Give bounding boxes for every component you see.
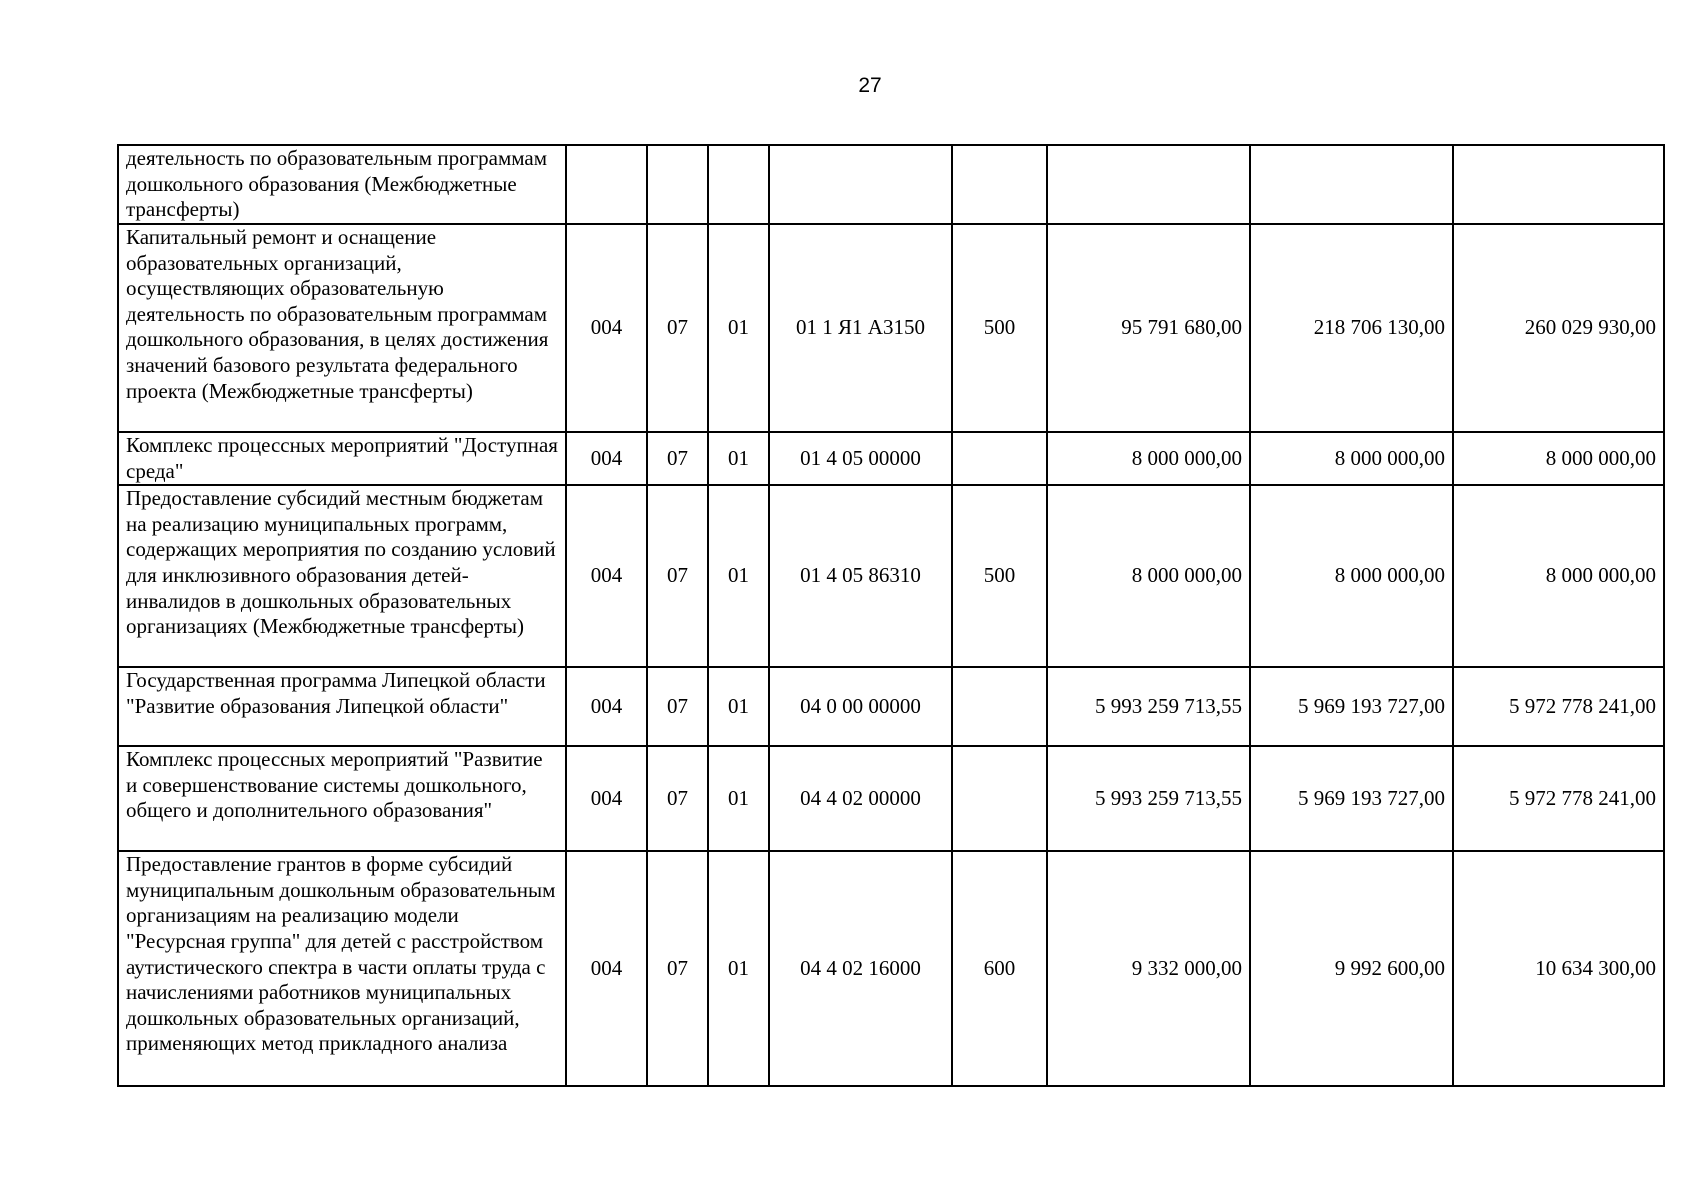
- section-code: 07: [647, 485, 708, 667]
- budget-table: [117, 144, 1665, 1087]
- ministry-code: 004: [566, 746, 647, 851]
- amount-year-2: 8 000 000,00: [1250, 432, 1453, 485]
- page-number: 27: [858, 74, 882, 97]
- amount-year-1: 95 791 680,00: [1047, 224, 1250, 432]
- table-row: [118, 432, 1664, 485]
- row-name: Комплекс процессных мероприятий "Развитие и совершенствование системы дошкольного, общего и дополнительного образования": [118, 746, 566, 851]
- amount-year-1: 5 993 259 713,55: [1047, 746, 1250, 851]
- section-code: [647, 145, 708, 224]
- expense-type-code: [952, 667, 1047, 746]
- amount-year-3: [1453, 145, 1664, 224]
- table-row: [118, 224, 1664, 432]
- target-article-code: 01 4 05 86310: [769, 485, 952, 667]
- row-name: Капитальный ремонт и оснащение образовательных организаций, осуществляющих образовательную деятельность по образовательным программам дошкольного образования, в целях достижения значений базового результата федерального проекта (Межбюджетные трансферты): [118, 224, 566, 432]
- amount-year-1: 5 993 259 713,55: [1047, 667, 1250, 746]
- target-article-code: 01 1 Я1 А3150: [769, 224, 952, 432]
- target-article-code: 04 4 02 16000: [769, 851, 952, 1086]
- target-article-code: 04 4 02 00000: [769, 746, 952, 851]
- table-row: [118, 145, 1664, 224]
- ministry-code: 004: [566, 224, 647, 432]
- subsection-code: 01: [708, 224, 769, 432]
- ministry-code: 004: [566, 851, 647, 1086]
- subsection-code: [708, 145, 769, 224]
- expense-type-code: [952, 145, 1047, 224]
- table-row: [118, 667, 1664, 746]
- ministry-code: 004: [566, 485, 647, 667]
- subsection-code: 01: [708, 667, 769, 746]
- section-code: 07: [647, 851, 708, 1086]
- expense-type-code: [952, 432, 1047, 485]
- row-name: Комплекс процессных мероприятий "Доступная среда": [118, 432, 566, 485]
- amount-year-2: 9 992 600,00: [1250, 851, 1453, 1086]
- expense-type-code: 500: [952, 224, 1047, 432]
- amount-year-3: 5 972 778 241,00: [1453, 746, 1664, 851]
- expense-type-code: 600: [952, 851, 1047, 1086]
- expense-type-code: 500: [952, 485, 1047, 667]
- section-code: 07: [647, 432, 708, 485]
- subsection-code: 01: [708, 746, 769, 851]
- ministry-code: 004: [566, 667, 647, 746]
- target-article-code: 01 4 05 00000: [769, 432, 952, 485]
- subsection-code: 01: [708, 432, 769, 485]
- target-article-code: [769, 145, 952, 224]
- amount-year-1: 8 000 000,00: [1047, 432, 1250, 485]
- amount-year-2: 8 000 000,00: [1250, 485, 1453, 667]
- amount-year-3: 8 000 000,00: [1453, 432, 1664, 485]
- section-code: 07: [647, 224, 708, 432]
- amount-year-1: 8 000 000,00: [1047, 485, 1250, 667]
- amount-year-3: 8 000 000,00: [1453, 485, 1664, 667]
- amount-year-1: 9 332 000,00: [1047, 851, 1250, 1086]
- table-row: [118, 485, 1664, 667]
- row-name: Государственная программа Липецкой области "Развитие образования Липецкой области": [118, 667, 566, 746]
- section-code: 07: [647, 746, 708, 851]
- ministry-code: 004: [566, 432, 647, 485]
- amount-year-1: [1047, 145, 1250, 224]
- amount-year-3: 260 029 930,00: [1453, 224, 1664, 432]
- section-code: 07: [647, 667, 708, 746]
- ministry-code: [566, 145, 647, 224]
- row-name: Предоставление грантов в форме субсидий муниципальным дошкольным образовательным организациям на реализацию модели "Ресурсная группа" для детей с расстройством аутистического спектра в части оплаты труда с начислениями работников муниципальных дошкольных образовательных организаций, применяющих метод прикладного анализа: [118, 851, 566, 1086]
- row-name: Предоставление субсидий местным бюджетам на реализацию муниципальных программ, содержащих мероприятия по созданию условий для инклюзивного образования детей-инвалидов в дошкольных образовательных организациях (Межбюджетные трансферты): [118, 485, 566, 667]
- amount-year-2: 218 706 130,00: [1250, 224, 1453, 432]
- target-article-code: 04 0 00 00000: [769, 667, 952, 746]
- amount-year-2: 5 969 193 727,00: [1250, 667, 1453, 746]
- amount-year-2: 5 969 193 727,00: [1250, 746, 1453, 851]
- table-row: [118, 746, 1664, 851]
- expense-type-code: [952, 746, 1047, 851]
- amount-year-2: [1250, 145, 1453, 224]
- subsection-code: 01: [708, 485, 769, 667]
- amount-year-3: 5 972 778 241,00: [1453, 667, 1664, 746]
- table-row: [118, 851, 1664, 1086]
- subsection-code: 01: [708, 851, 769, 1086]
- row-name: деятельность по образовательным программам дошкольного образования (Межбюджетные трансферты): [118, 145, 566, 224]
- amount-year-3: 10 634 300,00: [1453, 851, 1664, 1086]
